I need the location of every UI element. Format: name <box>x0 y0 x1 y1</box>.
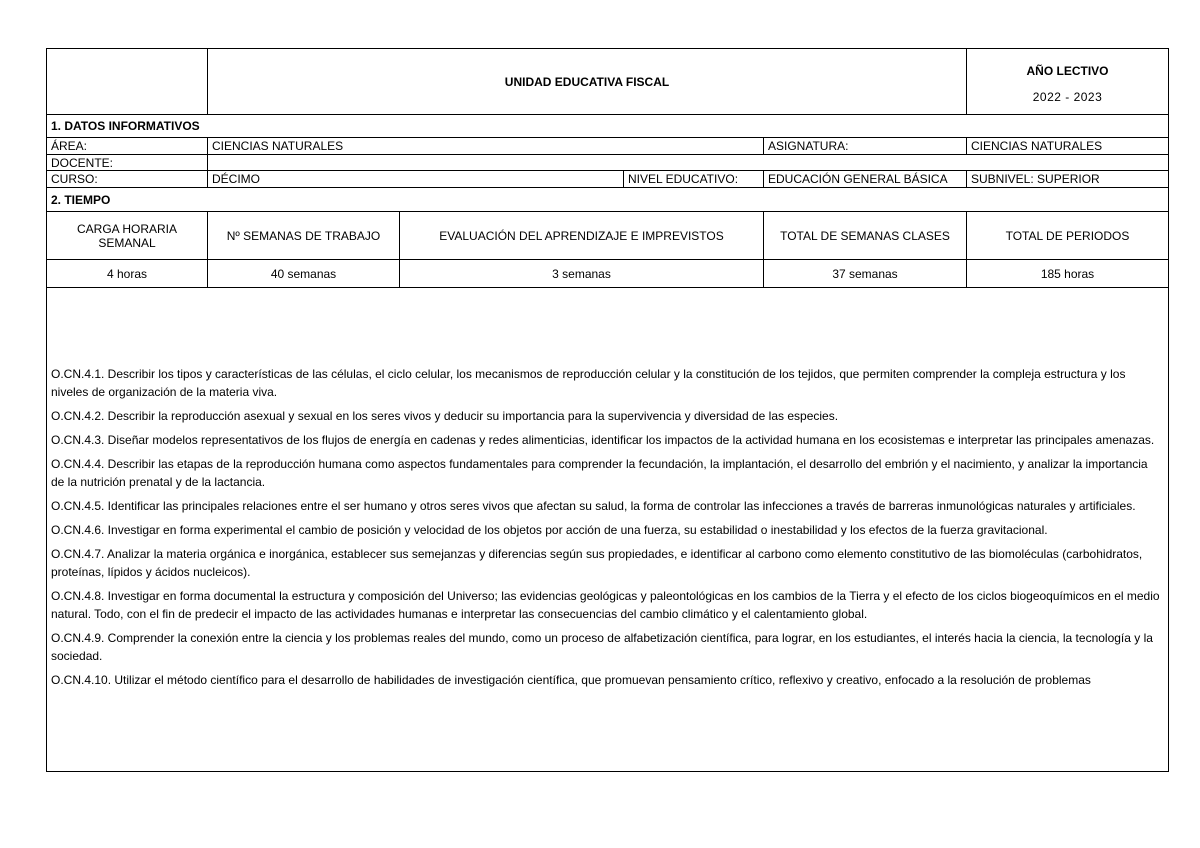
curso-value: DÉCIMO <box>208 171 624 188</box>
section-title-datos: 1. DATOS INFORMATIVOS <box>47 115 1169 138</box>
docente-value <box>208 155 1169 171</box>
objetivo-item: O.CN.4.7. Analizar la materia orgánica e inorgánica, establecer sus semejanzas y diferencias según sus propiedades, e identificar al carbono como elemento constitutivo de las biomoléculas (carbohidratos, proteínas, lípidos y ácidos nucleicos). <box>51 546 1143 579</box>
tiempo-header: TOTAL DE SEMANAS CLASES <box>764 212 967 260</box>
tiempo-value: 37 semanas <box>764 260 967 288</box>
area-value: CIENCIAS NATURALES <box>208 138 764 155</box>
header-row <box>47 49 1169 115</box>
docente-row <box>47 155 1169 171</box>
tiempo-value: 185 horas <box>967 260 1169 288</box>
asignatura-value: CIENCIAS NATURALES <box>967 138 1169 155</box>
objetivo-item: O.CN.4.4. Describir las etapas de la reproducción humana como aspectos fundamentales para comprender la fecundación, la implantación, el desarrollo del embrión y el nacimiento, y analizar la importancia de la nutrición prenatal y de la lactancia. <box>51 456 1148 489</box>
section-datos-row <box>47 115 1169 138</box>
tiempo-value: 40 semanas <box>208 260 400 288</box>
section-tiempo-row <box>47 188 1169 212</box>
tiempo-header: TOTAL DE PERIODOS <box>967 212 1169 260</box>
objetivos-cell <box>47 288 1169 772</box>
anio-lectivo-value: 2022 - 2023 <box>1032 89 1103 104</box>
tiempo-header: CARGA HORARIA SEMANAL <box>47 212 208 260</box>
objetivo-item: O.CN.4.1. Describir los tipos y características de las células, el ciclo celular, los mecanismos de reproducción celular y la constitución de los tejidos, que permiten comprender la compleja estructura y los niveles de organización de la materia viva. <box>51 366 1126 399</box>
subnivel: SUBNIVEL: SUPERIOR <box>967 171 1169 188</box>
objetivo-item: O.CN.4.6. Investigar en forma experimental el cambio de posición y velocidad de los objetos por acción de una fuerza, su estabilidad o inestabilidad y los efectos de la fuerza gravitacional. <box>51 522 1048 537</box>
objetivo-item: O.CN.4.5. Identificar las principales relaciones entre el ser humano y otros seres vivos que afectan su salud, la forma de controlar las infecciones a través de barreras inmunológicas naturales y artificiales. <box>51 498 1136 513</box>
logo-cell <box>47 49 208 115</box>
curso-row <box>47 171 1169 188</box>
tiempo-value: 3 semanas <box>400 260 764 288</box>
curso-label: CURSO: <box>47 171 208 188</box>
tiempo-values-row <box>47 260 1169 288</box>
anio-lectivo-cell <box>967 49 1169 115</box>
anio-lectivo-label: AÑO LECTIVO <box>1026 63 1109 78</box>
planning-table <box>46 48 1169 772</box>
tiempo-header-row <box>47 212 1169 260</box>
objetivo-item: O.CN.4.10. Utilizar el método científico para el desarrollo de habilidades de investigación científica, que promuevan pensamiento crítico, reflexivo y creativo, enfocado a la resolución de problemas <box>51 672 1091 687</box>
docente-label: DOCENTE: <box>47 155 208 171</box>
nivel-value: EDUCACIÓN GENERAL BÁSICA <box>764 171 967 188</box>
tiempo-value: 4 horas <box>47 260 208 288</box>
asignatura-label: ASIGNATURA: <box>764 138 967 155</box>
nivel-label: NIVEL EDUCATIVO: <box>624 171 764 188</box>
objetivo-item: O.CN.4.9. Comprender la conexión entre la ciencia y los problemas reales del mundo, como un proceso de alfabetización científica, para lograr, en los estudiantes, el interés hacia la ciencia, la tecnología y la sociedad. <box>51 630 1153 663</box>
section-title-tiempo: 2. TIEMPO <box>47 188 1169 212</box>
tiempo-header: Nº SEMANAS DE TRABAJO <box>208 212 400 260</box>
objetivos-row <box>47 288 1169 772</box>
tiempo-header: EVALUACIÓN DEL APRENDIZAJE E IMPREVISTOS <box>400 212 764 260</box>
planning-document <box>46 48 1168 772</box>
objetivo-item: O.CN.4.8. Investigar en forma documental la estructura y composición del Universo; las evidencias geológicas y paleontológicas en los cambios de la Tierra y el efecto de los ciclos biogeoquímicos en el medio natural. Todo, con el fin de predecir el impacto de las actividades humanas e interpretar las consecuencias del cambio climático y el calentamiento global. <box>51 588 1160 621</box>
school-title: UNIDAD EDUCATIVA FISCAL <box>208 49 967 115</box>
objetivo-item: O.CN.4.2. Describir la reproducción asexual y sexual en los seres vivos y deducir su importancia para la supervivencia y diversidad de las especies. <box>51 408 839 423</box>
area-label: ÁREA: <box>47 138 208 155</box>
area-row <box>47 138 1169 155</box>
objetivo-item: O.CN.4.3. Diseñar modelos representativos de los flujos de energía en cadenas y redes alimenticias, identificar los impactos de la actividad humana en los ecosistemas e interpretar las principales amenazas. <box>51 432 1155 447</box>
